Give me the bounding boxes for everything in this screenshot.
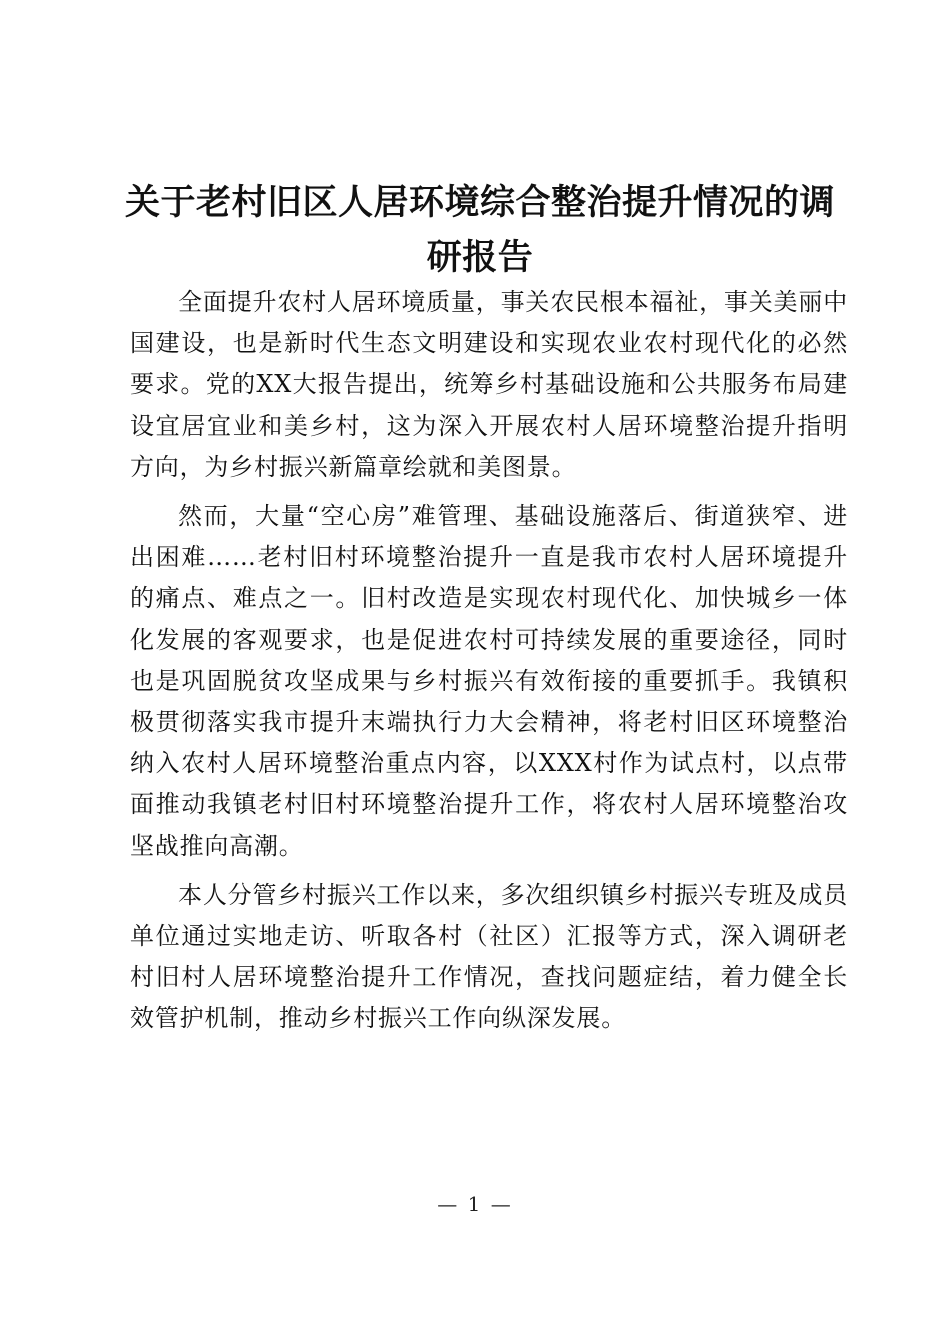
page-number: — 1 —	[437, 1192, 513, 1216]
document-title: 关于老村旧区人居环境综合整治提升情况的调研报告	[124, 183, 835, 278]
paragraph-3: 本人分管乡村振兴工作以来，多次组织镇乡村振兴专班及成员单位通过实地走访、听取各村（社区）汇报等方式，深入调研老村旧村人居环境整治提升工作情况，查找问题症结，着力健全长效管护机制，推动乡村振兴工作向纵深发展。	[130, 880, 848, 1033]
paragraph-2: 然而，大量“空心房”难管理、基础设施落后、街道狭窄、进出困难……老村旧村环境整治提升一直是我市农村人居环境提升的痛点、难点之一。旧村改造是实现农村现代化、加快城乡一体化发展的客观要求，也是促进农村可持续发展的重要途径，同时也是巩固脱贫攻坚成果与乡村振兴有效衔接的重要抓手。我镇积极贯彻落实我市提升末端执行力大会精神，将老村旧区环境整治纳入农村人居环境整治重点内容，以XXX村作为试点村，以点带面推动我镇老村旧村环境整治提升工作，将农村人居环境整治攻坚战推向高潮。	[130, 502, 848, 860]
document-body	[130, 282, 848, 1048]
paragraph-1: 全面提升农村人居环境质量，事关农民根本福祉，事关美丽中国建设，也是新时代生态文明建设和实现农业农村现代化的必然要求。党的XX大报告提出，统筹乡村基础设施和公共服务布局建设宜居宜业和美乡村，这为深入开展农村人居环境整治提升指明方向，为乡村振兴新篇章绘就和美图景。	[130, 288, 848, 481]
